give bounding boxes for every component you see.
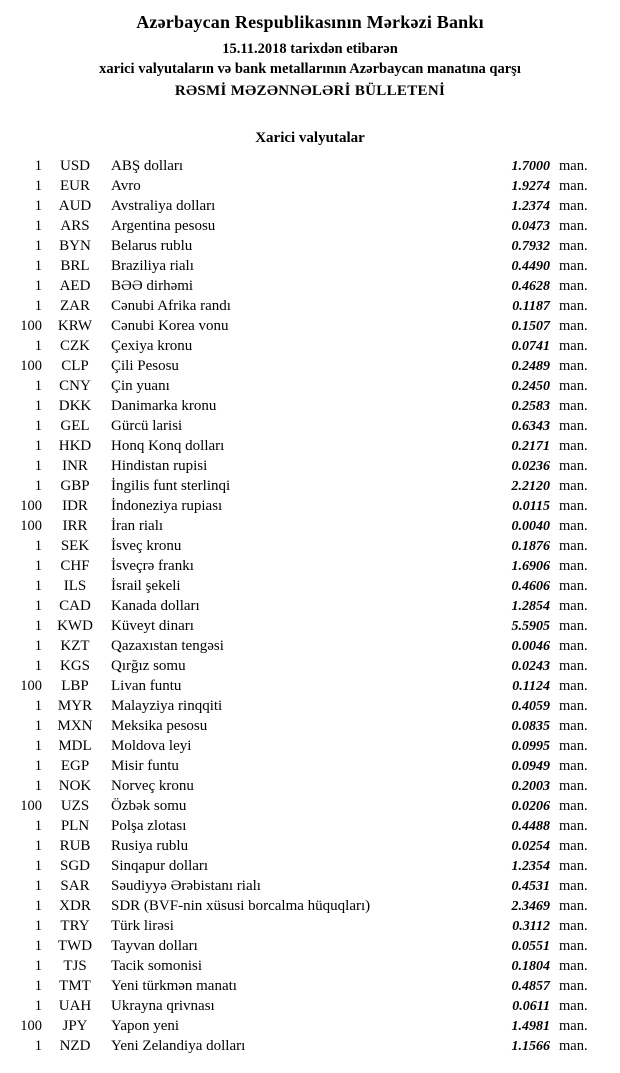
currency-row xyxy=(12,1016,596,1036)
row-rate: 0.4490 xyxy=(511,259,550,274)
row-code: NZD xyxy=(59,1038,91,1054)
row-rate: 1.2354 xyxy=(511,859,550,874)
row-rate: 2.2120 xyxy=(511,479,550,494)
currency-row xyxy=(12,956,596,976)
row-name: Türk lirəsi xyxy=(111,918,174,934)
row-qty: 100 xyxy=(20,498,42,514)
currency-row xyxy=(12,756,596,776)
row-qty: 1 xyxy=(34,278,42,294)
currency-row xyxy=(12,636,596,656)
row-qty: 100 xyxy=(20,358,42,374)
page-title: Azərbaycan Respublikasının Mərkəzi Bankı xyxy=(136,12,484,32)
row-unit: man. xyxy=(559,1038,588,1054)
row-name: Moldova leyi xyxy=(111,738,192,754)
row-name: Meksika pesosu xyxy=(111,718,208,734)
row-unit: man. xyxy=(559,238,588,254)
row-name: ABŞ dolları xyxy=(111,158,184,174)
row-unit: man. xyxy=(559,578,588,594)
currency-row xyxy=(12,296,596,316)
row-qty: 1 xyxy=(34,658,42,674)
row-unit: man. xyxy=(559,638,588,654)
row-name: Hindistan rupisi xyxy=(111,458,208,474)
row-rate: 0.2003 xyxy=(511,779,550,794)
currency-row xyxy=(12,936,596,956)
row-qty: 1 xyxy=(34,258,42,274)
row-qty: 1 xyxy=(34,738,42,754)
row-name: Gürcü larisi xyxy=(111,418,183,434)
row-code: USD xyxy=(59,158,90,174)
row-code: IDR xyxy=(62,498,88,514)
row-unit: man. xyxy=(559,838,588,854)
currency-row xyxy=(12,236,596,256)
row-code: KZT xyxy=(60,638,90,654)
row-unit: man. xyxy=(559,1018,588,1034)
row-qty: 1 xyxy=(34,938,42,954)
row-unit: man. xyxy=(559,698,588,714)
row-name: Sinqapur dolları xyxy=(111,858,209,874)
row-qty: 1 xyxy=(34,718,42,734)
row-rate: 0.2171 xyxy=(511,439,550,454)
row-rate: 0.0243 xyxy=(511,659,550,674)
row-name: Tacik somonisi xyxy=(111,958,203,974)
row-rate: 0.4488 xyxy=(511,819,550,834)
row-name: Cənubi Korea vonu xyxy=(111,318,229,334)
currency-row xyxy=(12,496,596,516)
row-name: İsrail şekeli xyxy=(111,578,181,594)
row-rate: 0.0236 xyxy=(511,459,550,474)
currency-row xyxy=(12,176,596,196)
row-name: Rusiya rublu xyxy=(111,838,189,854)
row-name: Cənubi Afrika randı xyxy=(111,298,231,314)
row-qty: 1 xyxy=(34,378,42,394)
row-code: GEL xyxy=(60,418,90,434)
row-qty: 1 xyxy=(34,858,42,874)
currency-row xyxy=(12,856,596,876)
row-name: Səudiyyə Ərəbistanı rialı xyxy=(111,878,261,894)
currency-row xyxy=(12,556,596,576)
row-rate: 0.0949 xyxy=(511,759,550,774)
row-code: ZAR xyxy=(60,298,90,314)
row-qty: 1 xyxy=(34,398,42,414)
row-rate: 0.2450 xyxy=(511,379,550,394)
row-qty: 100 xyxy=(20,1018,42,1034)
currency-row xyxy=(12,836,596,856)
row-unit: man. xyxy=(559,178,588,194)
row-rate: 0.1804 xyxy=(511,959,550,974)
row-unit: man. xyxy=(559,598,588,614)
row-qty: 1 xyxy=(34,1038,42,1054)
currency-row xyxy=(12,576,596,596)
row-unit: man. xyxy=(559,398,588,414)
row-rate: 1.7000 xyxy=(511,159,550,174)
row-rate: 0.0040 xyxy=(511,519,550,534)
row-name: Yeni Zelandiya dolları xyxy=(111,1038,246,1054)
currency-row xyxy=(12,776,596,796)
row-qty: 1 xyxy=(34,878,42,894)
row-rate: 0.0551 xyxy=(511,939,550,954)
row-unit: man. xyxy=(559,438,588,454)
currency-row xyxy=(12,816,596,836)
row-unit: man. xyxy=(559,958,588,974)
row-code: NOK xyxy=(58,778,92,794)
currency-row xyxy=(12,796,596,816)
row-unit: man. xyxy=(559,618,588,634)
currency-row xyxy=(12,416,596,436)
row-unit: man. xyxy=(559,478,588,494)
row-code: CNY xyxy=(59,378,91,394)
row-name: Danimarka kronu xyxy=(111,398,217,414)
row-unit: man. xyxy=(559,518,588,534)
row-unit: man. xyxy=(559,798,588,814)
row-code: TWD xyxy=(57,938,93,954)
row-rate: 0.2489 xyxy=(511,359,550,374)
currency-row xyxy=(12,336,596,356)
row-qty: 1 xyxy=(34,198,42,214)
row-rate: 1.6906 xyxy=(511,559,550,574)
row-rate: 0.0473 xyxy=(511,219,550,234)
row-code: XDR xyxy=(59,898,91,914)
currency-row xyxy=(12,876,596,896)
row-code: SEK xyxy=(60,538,90,554)
currency-row xyxy=(12,656,596,676)
row-name: Çin yuanı xyxy=(111,378,170,394)
currency-row xyxy=(12,376,596,396)
row-unit: man. xyxy=(559,738,588,754)
row-rate: 0.0046 xyxy=(511,639,550,654)
row-name: Özbək somu xyxy=(111,798,187,814)
row-name: Misir funtu xyxy=(111,758,179,774)
row-qty: 1 xyxy=(34,418,42,434)
row-code: CZK xyxy=(60,338,90,354)
row-rate: 0.4628 xyxy=(511,279,550,294)
row-code: ILS xyxy=(63,578,87,594)
row-unit: man. xyxy=(559,298,588,314)
row-unit: man. xyxy=(559,498,588,514)
row-rate: 1.9274 xyxy=(511,179,550,194)
row-unit: man. xyxy=(559,938,588,954)
row-name: Livan funtu xyxy=(111,678,182,694)
row-code: LBP xyxy=(61,678,89,694)
currency-row xyxy=(12,276,596,296)
currency-row xyxy=(12,436,596,456)
row-code: ARS xyxy=(60,218,90,234)
row-qty: 1 xyxy=(34,618,42,634)
row-unit: man. xyxy=(559,758,588,774)
row-qty: 1 xyxy=(34,758,42,774)
currency-row xyxy=(12,616,596,636)
row-rate: 1.1566 xyxy=(511,1039,550,1054)
row-code: TMT xyxy=(59,978,91,994)
row-qty: 1 xyxy=(34,458,42,474)
currency-row xyxy=(12,216,596,236)
row-code: UAH xyxy=(58,998,92,1014)
currency-row xyxy=(12,696,596,716)
section-title: Xarici valyutalar xyxy=(255,130,365,146)
row-rate: 0.1187 xyxy=(512,299,550,314)
currency-row xyxy=(12,716,596,736)
row-code: KRW xyxy=(57,318,93,334)
row-name: Belarus rublu xyxy=(111,238,193,254)
row-rate: 1.2374 xyxy=(511,199,550,214)
row-name: İndoneziya rupiası xyxy=(111,498,223,514)
row-rate: 0.4531 xyxy=(511,879,550,894)
row-name: Çili Pesosu xyxy=(111,358,179,374)
row-rate: 0.0115 xyxy=(512,499,550,514)
row-rate: 5.5905 xyxy=(511,619,550,634)
row-code: UZS xyxy=(60,798,90,814)
row-code: AED xyxy=(59,278,91,294)
row-code: AUD xyxy=(58,198,92,214)
row-name: Qırğız somu xyxy=(111,658,186,674)
document-header xyxy=(0,12,620,100)
subtitle: xarici valyutaların və bank metallarının Azərbaycan manatına qarşı xyxy=(99,61,521,77)
row-rate: 0.0206 xyxy=(511,799,550,814)
row-unit: man. xyxy=(559,318,588,334)
currency-row xyxy=(12,976,596,996)
row-qty: 1 xyxy=(34,538,42,554)
row-name: İran rialı xyxy=(111,518,164,534)
row-rate: 0.0611 xyxy=(512,999,550,1014)
currency-row xyxy=(12,516,596,536)
row-qty: 1 xyxy=(34,638,42,654)
currency-row xyxy=(12,196,596,216)
row-unit: man. xyxy=(559,978,588,994)
row-unit: man. xyxy=(559,538,588,554)
row-unit: man. xyxy=(559,658,588,674)
row-qty: 1 xyxy=(34,338,42,354)
row-qty: 1 xyxy=(34,578,42,594)
row-qty: 1 xyxy=(34,818,42,834)
currency-row xyxy=(12,356,596,376)
row-name: İsveçrə frankı xyxy=(111,558,194,574)
row-code: SAR xyxy=(60,878,90,894)
row-unit: man. xyxy=(559,558,588,574)
currency-row xyxy=(12,996,596,1016)
currency-row xyxy=(12,676,596,696)
row-code: EUR xyxy=(60,178,90,194)
row-qty: 1 xyxy=(34,978,42,994)
currency-row xyxy=(12,896,596,916)
row-name: Avstraliya dolları xyxy=(111,198,216,214)
row-name: Polşa zlotası xyxy=(111,818,187,834)
row-unit: man. xyxy=(559,818,588,834)
row-unit: man. xyxy=(559,278,588,294)
row-name: Küveyt dinarı xyxy=(111,618,194,634)
row-code: CLP xyxy=(61,358,89,374)
row-unit: man. xyxy=(559,338,588,354)
row-unit: man. xyxy=(559,678,588,694)
row-name: Ukrayna qrivnası xyxy=(111,998,215,1014)
currency-row xyxy=(12,256,596,276)
row-unit: man. xyxy=(559,918,588,934)
currency-row xyxy=(12,396,596,416)
row-unit: man. xyxy=(559,158,588,174)
row-qty: 1 xyxy=(34,958,42,974)
row-qty: 100 xyxy=(20,678,42,694)
currency-row xyxy=(12,316,596,336)
row-rate: 1.2854 xyxy=(511,599,550,614)
currency-row xyxy=(12,156,596,176)
date-line: 15.11.2018 tarixdən etibarən xyxy=(222,41,398,57)
row-qty: 1 xyxy=(34,178,42,194)
row-name: Honq Konq dolları xyxy=(111,438,225,454)
row-qty: 1 xyxy=(34,898,42,914)
row-code: TJS xyxy=(63,958,87,974)
row-unit: man. xyxy=(559,218,588,234)
row-rate: 0.4857 xyxy=(511,979,550,994)
row-name: Qazaxıstan tengəsi xyxy=(111,638,224,654)
row-unit: man. xyxy=(559,718,588,734)
row-unit: man. xyxy=(559,258,588,274)
row-rate: 0.0741 xyxy=(511,339,550,354)
row-code: INR xyxy=(62,458,88,474)
currency-row xyxy=(12,536,596,556)
row-name: Yapon yeni xyxy=(111,1018,180,1034)
row-qty: 100 xyxy=(20,518,42,534)
row-unit: man. xyxy=(559,998,588,1014)
row-qty: 1 xyxy=(34,438,42,454)
row-code: DKK xyxy=(58,398,92,414)
row-qty: 1 xyxy=(34,598,42,614)
row-rate: 1.4981 xyxy=(511,1019,550,1034)
row-qty: 1 xyxy=(34,478,42,494)
row-qty: 1 xyxy=(34,998,42,1014)
row-qty: 1 xyxy=(34,838,42,854)
row-qty: 1 xyxy=(34,918,42,934)
row-rate: 0.1124 xyxy=(512,679,550,694)
row-name: Çexiya kronu xyxy=(111,338,193,354)
row-name: Malayziya rinqqiti xyxy=(111,698,223,714)
row-unit: man. xyxy=(559,198,588,214)
row-code: CHF xyxy=(60,558,90,574)
row-code: JPY xyxy=(62,1018,88,1034)
currency-row xyxy=(12,456,596,476)
row-code: KWD xyxy=(57,618,93,634)
row-name: Kanada dolları xyxy=(111,598,200,614)
row-unit: man. xyxy=(559,778,588,794)
row-code: HKD xyxy=(58,438,92,454)
row-code: BRL xyxy=(60,258,90,274)
row-name: İngilis funt sterlinqi xyxy=(111,478,231,494)
row-code: BYN xyxy=(59,238,91,254)
row-qty: 100 xyxy=(20,798,42,814)
row-code: RUB xyxy=(59,838,91,854)
row-code: MYR xyxy=(57,698,93,714)
row-code: IRR xyxy=(62,518,88,534)
row-name: Argentina pesosu xyxy=(111,218,216,234)
currency-row xyxy=(12,916,596,936)
row-unit: man. xyxy=(559,898,588,914)
row-code: TRY xyxy=(60,918,90,934)
row-unit: man. xyxy=(559,418,588,434)
row-rate: 0.1876 xyxy=(511,539,550,554)
row-qty: 1 xyxy=(34,298,42,314)
row-qty: 1 xyxy=(34,558,42,574)
row-name: Braziliya rialı xyxy=(111,258,194,274)
row-unit: man. xyxy=(559,858,588,874)
row-name: Yeni türkmən manatı xyxy=(111,978,237,994)
currency-row xyxy=(12,596,596,616)
currency-table xyxy=(0,156,620,1056)
row-code: CAD xyxy=(59,598,91,614)
row-code: MDL xyxy=(58,738,92,754)
row-name: Avro xyxy=(111,178,141,194)
row-rate: 0.3112 xyxy=(512,919,550,934)
row-qty: 1 xyxy=(34,238,42,254)
row-rate: 0.4059 xyxy=(511,699,550,714)
row-name: İsveç kronu xyxy=(111,538,182,554)
row-name: BƏƏ dirhəmi xyxy=(111,278,194,294)
row-name: Norveç kronu xyxy=(111,778,194,794)
row-qty: 100 xyxy=(20,318,42,334)
currency-row xyxy=(12,1036,596,1056)
row-rate: 0.4606 xyxy=(511,579,550,594)
row-qty: 1 xyxy=(34,218,42,234)
row-unit: man. xyxy=(559,358,588,374)
row-name: SDR (BVF-nin xüsusi borcalma hüquqları) xyxy=(111,898,371,914)
row-qty: 1 xyxy=(34,778,42,794)
row-rate: 0.6343 xyxy=(511,419,550,434)
row-qty: 1 xyxy=(34,698,42,714)
row-code: PLN xyxy=(60,818,90,834)
row-unit: man. xyxy=(559,458,588,474)
row-rate: 0.0254 xyxy=(511,839,550,854)
row-code: GBP xyxy=(60,478,90,494)
bulletin-title: RƏSMİ MƏZƏNNƏLƏRİ BÜLLETENİ xyxy=(174,83,446,99)
row-code: EGP xyxy=(60,758,90,774)
row-rate: 0.0835 xyxy=(511,719,550,734)
row-name: Tayvan dolları xyxy=(111,938,198,954)
row-unit: man. xyxy=(559,378,588,394)
row-rate: 2.3469 xyxy=(511,899,550,914)
row-qty: 1 xyxy=(34,158,42,174)
row-rate: 0.2583 xyxy=(511,399,550,414)
row-unit: man. xyxy=(559,878,588,894)
row-rate: 0.1507 xyxy=(511,319,550,334)
row-code: SGD xyxy=(59,858,90,874)
row-code: KGS xyxy=(59,658,90,674)
currency-row xyxy=(12,476,596,496)
currency-row xyxy=(12,736,596,756)
row-rate: 0.7932 xyxy=(511,239,550,254)
row-rate: 0.0995 xyxy=(511,739,550,754)
row-code: MXN xyxy=(57,718,93,734)
